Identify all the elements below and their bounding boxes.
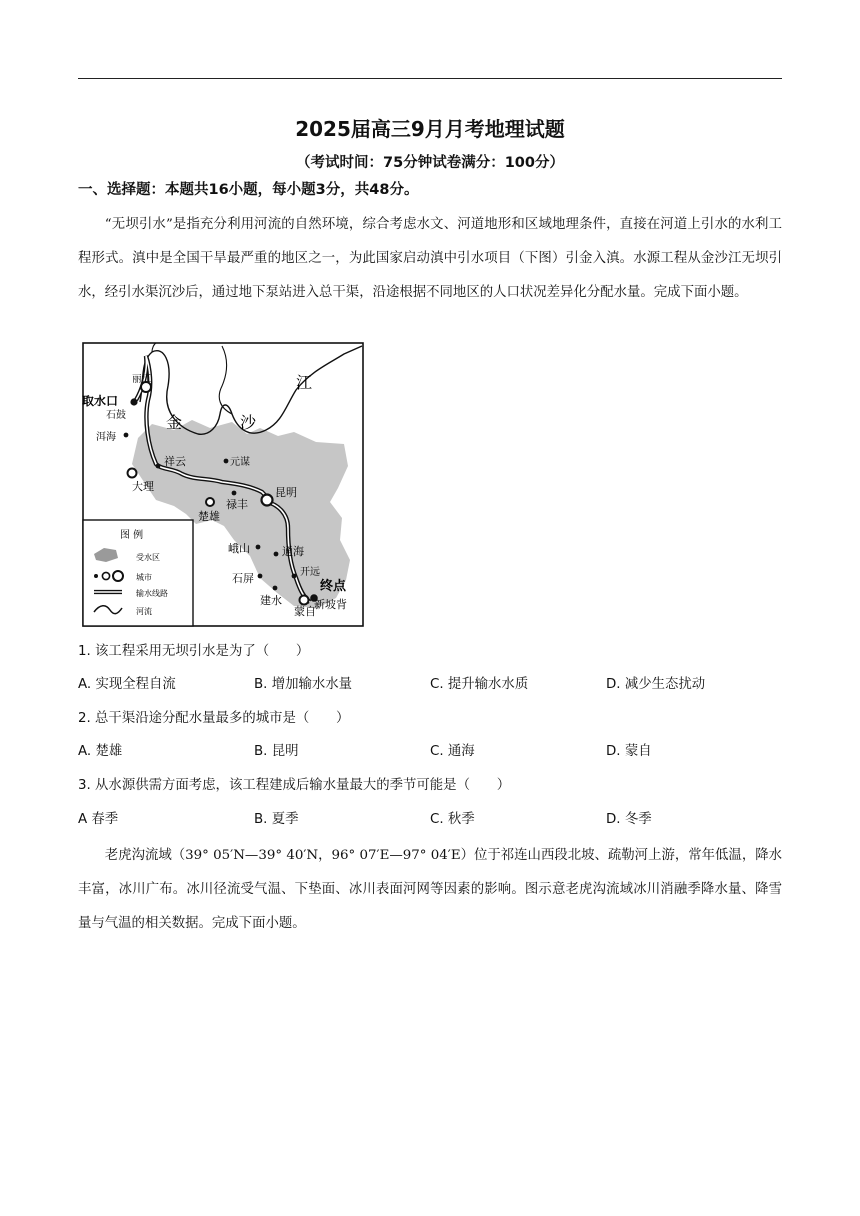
city-dali-marker [128, 469, 137, 478]
legend-item-route: 输水线路 [136, 589, 168, 598]
q3-option-b[interactable]: B. 夏季 [254, 812, 299, 827]
q1-option-c[interactable]: C. 提升输水水质 [430, 677, 529, 692]
city-shiping-marker [258, 574, 263, 579]
question-3-stem: 3. 从水源供需方面考虑，该工程建成后输水量最大的季节可能是（ ） [78, 778, 511, 793]
question-2-stem: 2. 总干渠沿途分配水量最多的城市是（ ） [78, 711, 350, 726]
city-chuxiong-marker [206, 498, 214, 506]
legend-title: 图 例 [120, 530, 144, 541]
city-xiangyun: 祥云 [164, 455, 186, 468]
city-yuanmou-marker [224, 459, 229, 464]
intake-label: 取水口 [82, 394, 119, 408]
q2-option-d[interactable]: D. 蒙自 [606, 744, 652, 759]
city-dali: 大理 [132, 480, 154, 493]
city-eryuan-marker [124, 433, 129, 438]
city-tonghai-marker [274, 552, 279, 557]
legend-item-river: 河流 [136, 607, 152, 616]
city-kaiyuan-marker [292, 574, 297, 579]
city-eshan-marker [256, 545, 261, 550]
exam-title: 2025届高三9月月考地理试题 [295, 117, 565, 141]
river-label-jiang: 江 [296, 373, 313, 392]
city-kaiyuan: 开远 [300, 567, 320, 578]
question-3-options [78, 808, 782, 828]
city-xinpobei: 新坡背 [314, 598, 347, 611]
river-label-jin: 金 [166, 413, 183, 432]
section-heading: 一、选择题：本题共16小题，每小题3分，共48分。 [78, 182, 419, 198]
city-xiangyun-marker [156, 464, 161, 469]
legend-item-city: 城市 [136, 573, 152, 582]
city-chuxiong: 楚雄 [198, 510, 220, 523]
city-kunming: 昆明 [275, 486, 297, 499]
intake-marker [130, 398, 137, 405]
legend-swatch-city-mid [102, 572, 109, 579]
q2-option-a[interactable]: A. 楚雄 [78, 744, 123, 759]
city-lijiang: 丽江 [132, 374, 152, 385]
question-1-options [78, 673, 782, 693]
city-tonghai: 通海 [282, 545, 304, 558]
city-eshan: 峨山 [228, 542, 250, 555]
legend-swatch-city-large [113, 571, 123, 581]
passage-1: “无坝引水”是指充分利用河流的自然环境，综合考虑水文、河道地形和区域地理条件，直接在河道上引水的水利工程形式。滇中是全国干旱最严重的地区之一，为此国家启动滇中引水项目（下图）引金入滇。水源工程从金沙江无坝引水，经引水渠沉沙后，通过地下泵站进入总干渠，沿途根据不同地区的人口状况差异化分配水量。完成下面小题。 [78, 217, 782, 300]
question-2-options [78, 740, 782, 760]
city-mengzi: 蒙自 [294, 605, 316, 618]
legend-item-area: 受水区 [136, 553, 160, 562]
city-yuanmou: 元谋 [230, 457, 250, 468]
q1-option-d[interactable]: D. 减少生态扰动 [606, 677, 706, 692]
city-shiping: 石屏 [232, 572, 254, 585]
q3-option-a[interactable]: A 春季 [78, 812, 119, 827]
water-diversion-map [82, 342, 364, 627]
q3-option-d[interactable]: D. 冬季 [606, 812, 652, 827]
passage-2: 老虎沟流域（39° 05′N—39° 40′N，96° 07′E—97° 04′E）位于祁连山西段北坡、疏勒河上游，常年低温，降水丰富，冰川广布。冰川径流受气温、下垫面、冰川表面河网等因素的影响。图示意老虎沟流域冰川消融季降水量、降雪量与气温的相关数据。完成下面小题。 [78, 848, 782, 931]
question-1-stem: 1. 该工程采用无坝引水是为了（ ） [78, 644, 310, 659]
q2-option-b[interactable]: B. 昆明 [254, 744, 299, 759]
q2-option-c[interactable]: C. 通海 [430, 744, 475, 759]
city-lufeng: 禄丰 [226, 498, 248, 511]
city-jianshui-marker [273, 586, 278, 591]
header-rule [78, 78, 782, 79]
q3-option-c[interactable]: C. 秋季 [430, 812, 475, 827]
city-shigu: 石鼓 [106, 410, 126, 421]
river-label-sha: 沙 [240, 413, 257, 432]
legend-swatch-city-small [94, 574, 98, 578]
city-jianshui: 建水 [260, 594, 282, 607]
q1-option-b[interactable]: B. 增加输水水量 [254, 677, 353, 692]
exam-subtitle: （考试时间：75分钟试卷满分：100分） [296, 155, 564, 171]
city-eryuan: 洱海 [96, 432, 116, 443]
endpoint-label: 终点 [320, 579, 347, 594]
city-lufeng-marker [232, 491, 237, 496]
city-mengzi-marker [300, 596, 309, 605]
q1-option-a[interactable]: A. 实现全程自流 [78, 677, 176, 692]
city-kunming-marker [262, 495, 273, 506]
